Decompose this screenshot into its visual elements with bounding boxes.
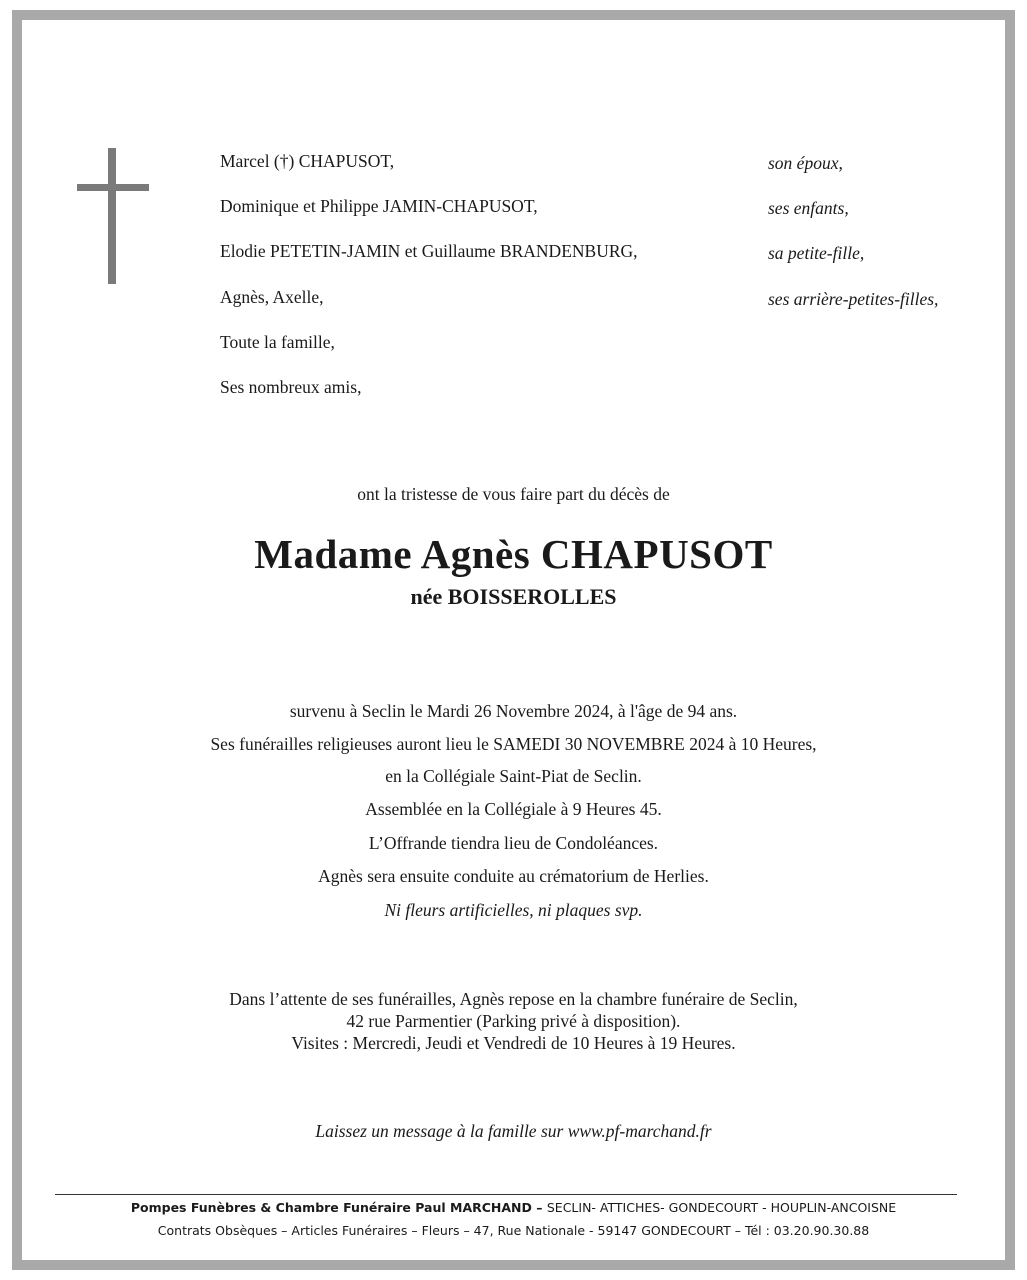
family-name-6: Ses nombreux amis,	[220, 377, 362, 397]
deceased-name: Madame Agnès CHAPUSOT	[254, 531, 773, 577]
resting-line-1: Dans l’attente de ses funérailles, Agnès repose en la chambre funéraire de Seclin,	[229, 989, 798, 1009]
detail-line-7: Ni fleurs artificielles, ni plaques svp.	[384, 900, 643, 920]
family-name-5: Toute la famille,	[220, 332, 335, 352]
family-name-3: Elodie PETETIN-JAMIN et Guillaume BRANDENBURG,	[220, 241, 638, 261]
detail-line-2: Ses funérailles religieuses auront lieu le SAMEDI 30 NOVEMBRE 2024 à 10 Heures,	[210, 734, 817, 754]
detail-line-6: Agnès sera ensuite conduite au crématorium de Herlies.	[318, 866, 709, 886]
announcement-intro: ont la tristesse de vous faire part du décès de	[357, 484, 670, 504]
family-relation-1: son époux,	[768, 153, 843, 173]
detail-line-5: L’Offrande tiendra lieu de Condoléances.	[368, 833, 659, 853]
resting-line-3: Visites : Mercredi, Jeudi et Vendredi de 10 Heures à 19 Heures.	[291, 1033, 736, 1053]
cross-icon-bar	[77, 184, 149, 191]
footer-company-line	[0, 1200, 1027, 1215]
family-name-2: Dominique et Philippe JAMIN-CHAPUSOT,	[220, 196, 538, 216]
footer-company-name: Pompes Funèbres & Chambre Funéraire Paul MARCHAND –	[130, 1200, 543, 1215]
detail-line-3: en la Collégiale Saint-Piat de Seclin.	[385, 766, 642, 786]
maiden-name: née BOISSEROLLES	[410, 584, 617, 609]
footer-locations: SECLIN- ATTICHES- GONDECOURT - HOUPLIN-ANCOISNE	[546, 1200, 897, 1215]
family-name-1: Marcel (†) CHAPUSOT,	[220, 151, 395, 171]
online-message: Laissez un message à la famille sur www.pf-marchand.fr	[315, 1121, 712, 1141]
detail-line-1: survenu à Seclin le Mardi 26 Novembre 2024, à l'âge de 94 ans.	[289, 701, 738, 721]
detail-line-4: Assemblée en la Collégiale à 9 Heures 45.	[365, 799, 662, 819]
footer-contact-line: Contrats Obsèques – Articles Funéraires – Fleurs – 47, Rue Nationale - 59147 GONDECOURT – Tél : 03.20.90.30.88	[157, 1223, 870, 1238]
cross-icon	[108, 148, 116, 284]
footer-divider	[55, 1194, 957, 1195]
family-relation-4: ses arrière-petites-filles,	[768, 289, 939, 309]
family-relation-2: ses enfants,	[768, 198, 849, 218]
family-relation-3: sa petite-fille,	[768, 243, 865, 263]
resting-line-2: 42 rue Parmentier (Parking privé à disposition).	[346, 1011, 681, 1031]
family-name-4: Agnès, Axelle,	[220, 287, 324, 307]
